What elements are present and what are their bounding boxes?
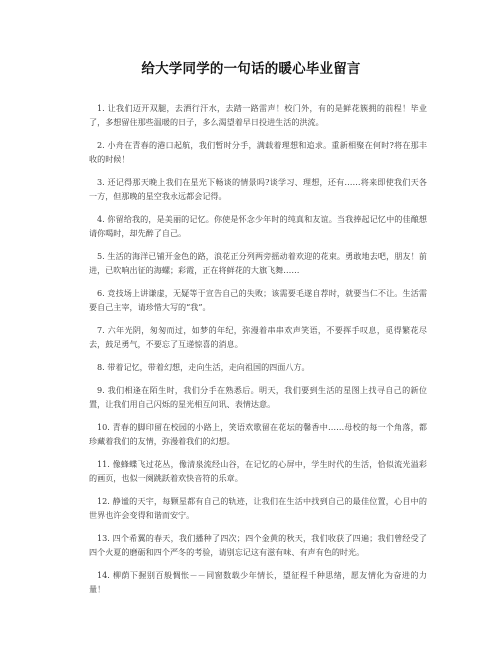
message-item-12: 12. 静谧的天宇，每颗星都有自己的轨迹，让我们在生活中找到自己的最佳位置，心目中的世界也许会变得和谐而安宁。 xyxy=(89,496,427,520)
message-item-1: 1. 让我们迈开双腿，去洒行汗水，去踏一路雷声！校门外，有的是鲜花簇拥的前程！毕业了，多想留住那些温暖的日子，多么渴望着早日投进生活的洪流。 xyxy=(89,103,427,127)
message-item-11: 11. 像蜂蝶飞过花丛，像清泉流经山谷，在记忆的心屏中，学生时代的生活，恰似流光溢彩的画页，也似一阕跳跃着欢快音符的乐章。 xyxy=(89,459,427,483)
message-item-13: 13. 四个希翼的春天，我们播种了四次；四个金黄的秋天，我们收获了四遍；我们曾经受了四个火夏的磨砺和四个严冬的考验，请别忘记这有滋有味、有声有色的时光。 xyxy=(89,533,427,557)
message-list xyxy=(89,101,427,605)
message-item-5: 5. 生活的海洋已铺开金色的路，浪花正分列两旁摇动着欢迎的花束。勇敢地去吧，朋友！前进，已吹响出征的海螺；彩霞，正在将鲜花的大旗飞舞…… xyxy=(89,251,427,275)
message-item-2: 2. 小舟在青春的港口起航，我们暂时分手，满载着理想和追求。重新相聚在何时?将在那丰收的时候！ xyxy=(89,140,427,164)
message-item-8: 8. 带着记忆，带着幻想，走向生活，走向祖国的四面八方。 xyxy=(97,362,310,372)
message-item-14: 14. 柳荫下握别百般惆怅－－同窗数载少年情长，望征程千种思绪，愿友情化为奋进的力量！ xyxy=(89,570,427,594)
message-item-10: 10. 青春的脚印留在校园的小路上，笑语欢歌留在花坛的馨香中……母校的每一个角落，都珍藏着我们的友情，弥漫着我们的幻想。 xyxy=(89,422,427,446)
message-item-7: 7. 六年光阴，匆匆而过，如梦的年纪，弥漫着串串欢声笑语，不要挥手叹息，觅得繁花尽去，鼓足勇气，不要忘了互递惊喜的消息。 xyxy=(89,325,427,349)
message-item-9: 9. 我们相逢在陌生时，我们分手在熟悉后。明天，我们要到生活的星图上找寻自己的新位置，让我们用自己闪烁的星光相互问讯、表情达意。 xyxy=(89,385,427,409)
message-item-4: 4. 你留给我的，是美丽的记忆。你使是怀念少年时的纯真和友谊。当我捧起记忆中的佳酿想请你喝时，却先醉了自己。 xyxy=(89,214,427,238)
message-item-3: 3. 还记得那天晚上我们在星光下畅谈的情景吗?谈学习、理想，还有……将来即使我们天各一方，但那晚的星空我永远都会记得。 xyxy=(89,177,427,201)
message-item-6: 6. 竞技场上讲谦虚，无疑等于宣告自己的失败；该需要毛遂自荐时，就要当仁不让。生活需要自己主宰，请珍惜大写的“我”。 xyxy=(89,288,427,312)
document-title: 给大学同学的一句话的暖心毕业留言 xyxy=(141,61,361,77)
